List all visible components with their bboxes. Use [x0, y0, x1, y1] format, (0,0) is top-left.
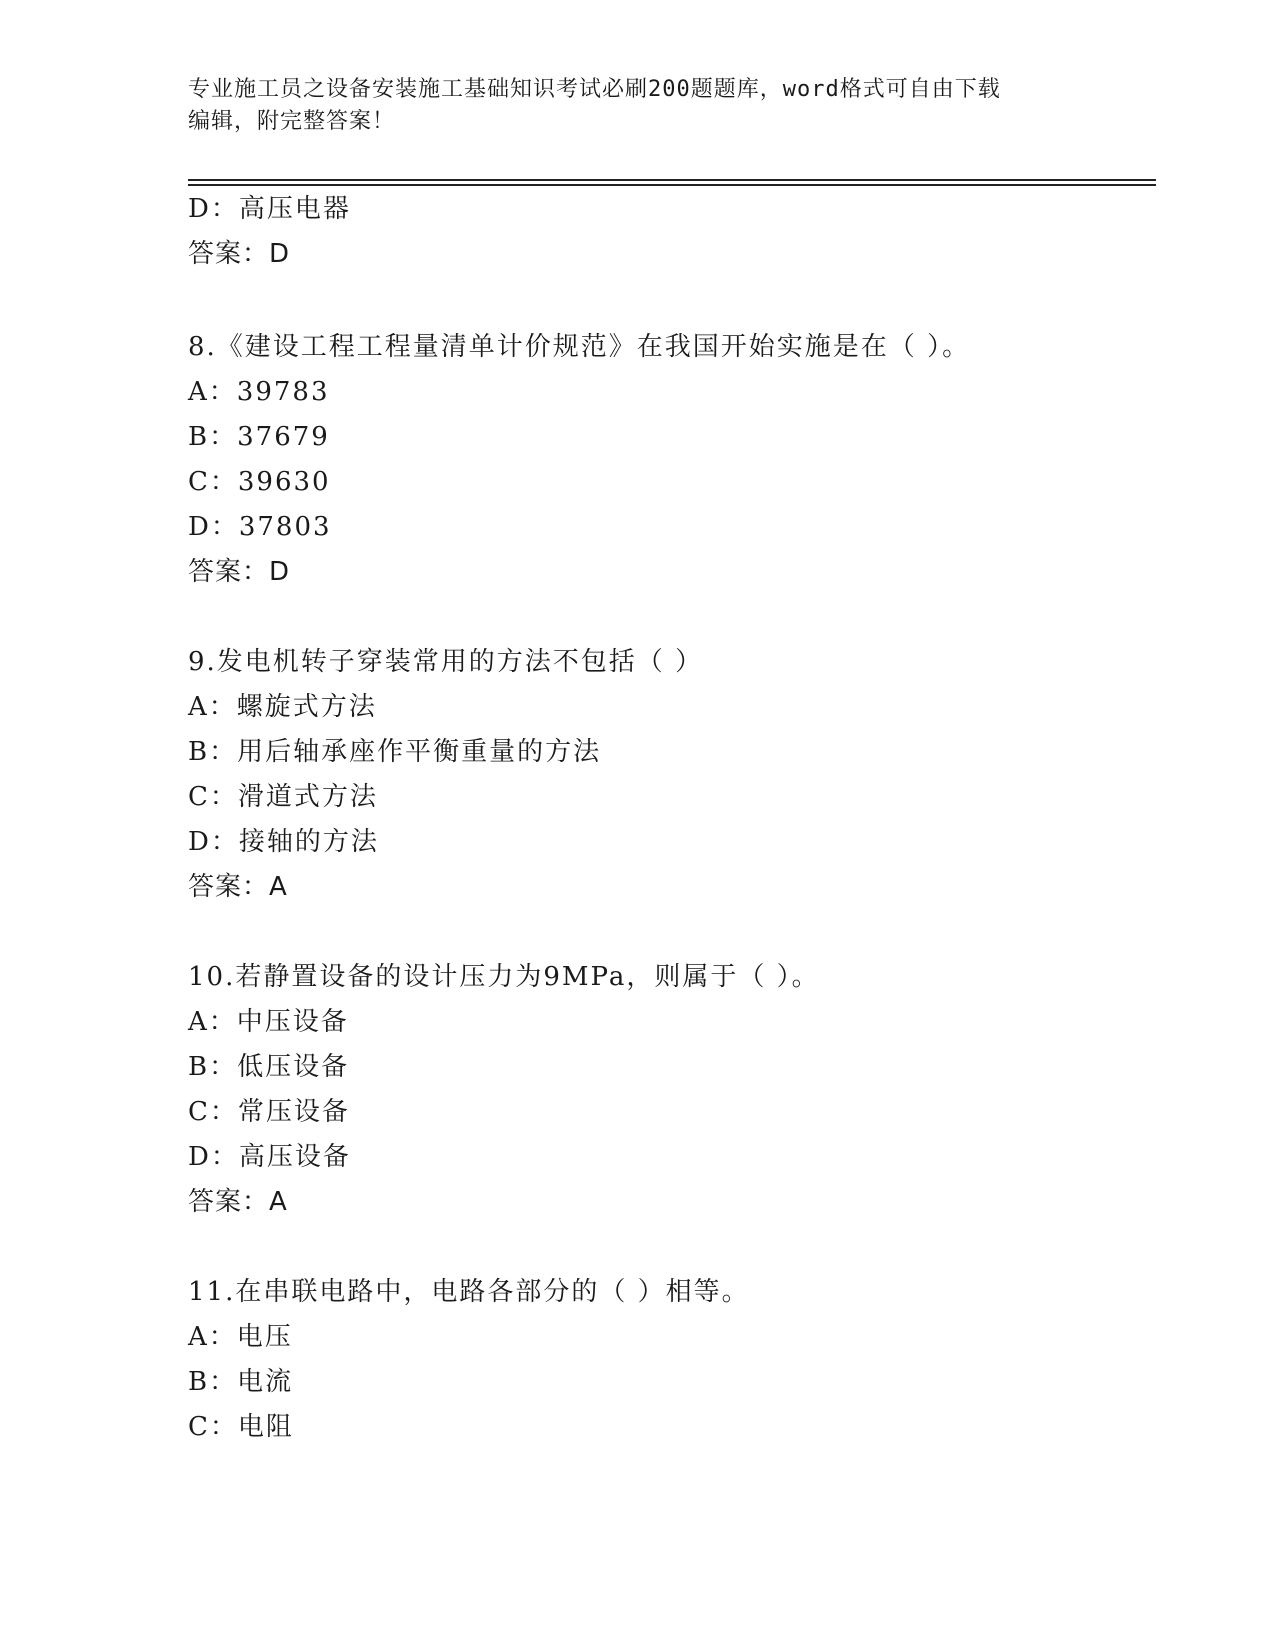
option-a: A：螺旋式方法 — [188, 692, 377, 722]
document-header — [188, 74, 1078, 138]
option-c: C：39630 — [188, 467, 331, 497]
header-rule-top — [188, 179, 1156, 181]
option-d: D：高压电器 — [188, 194, 351, 224]
option-d: D：高压设备 — [188, 1142, 351, 1172]
header-title-line-2: 编辑，附完整答案！ — [188, 109, 396, 134]
answer-line: 答案：D — [188, 239, 291, 269]
header-title-line-1: 专业施工员之设备安装施工基础知识考试必刷200题题库，word格式可自由下载 — [188, 77, 1001, 102]
question-stem: 9.发电机转子穿装常用的方法不包括（ ） — [188, 647, 704, 677]
option-b: B：37679 — [188, 422, 330, 452]
question-stem: 10.若静置设备的设计压力为9MPa，则属于（ ）。 — [188, 962, 820, 992]
question-stem: 11.在串联电路中，电路各部分的（ ）相等。 — [188, 1277, 750, 1307]
answer-line: 答案：A — [188, 1187, 288, 1217]
option-b: B：用后轴承座作平衡重量的方法 — [188, 737, 602, 767]
option-c: C：常压设备 — [188, 1097, 350, 1127]
option-c: C：电阻 — [188, 1412, 294, 1442]
option-a: A：电压 — [188, 1322, 293, 1352]
option-a: A：中压设备 — [188, 1007, 349, 1037]
option-d: D：37803 — [188, 512, 332, 542]
answer-line: 答案：A — [188, 872, 288, 902]
header-rule-bottom — [188, 184, 1156, 186]
option-b: B：电流 — [188, 1367, 294, 1397]
option-d: D：接轴的方法 — [188, 827, 379, 857]
option-b: B：低压设备 — [188, 1052, 350, 1082]
option-c: C：滑道式方法 — [188, 782, 378, 812]
question-stem: 8.《建设工程工程量清单计价规范》在我国开始实施是在（ ）。 — [188, 332, 971, 362]
option-a: A：39783 — [188, 377, 330, 407]
answer-line: 答案：D — [188, 557, 291, 587]
